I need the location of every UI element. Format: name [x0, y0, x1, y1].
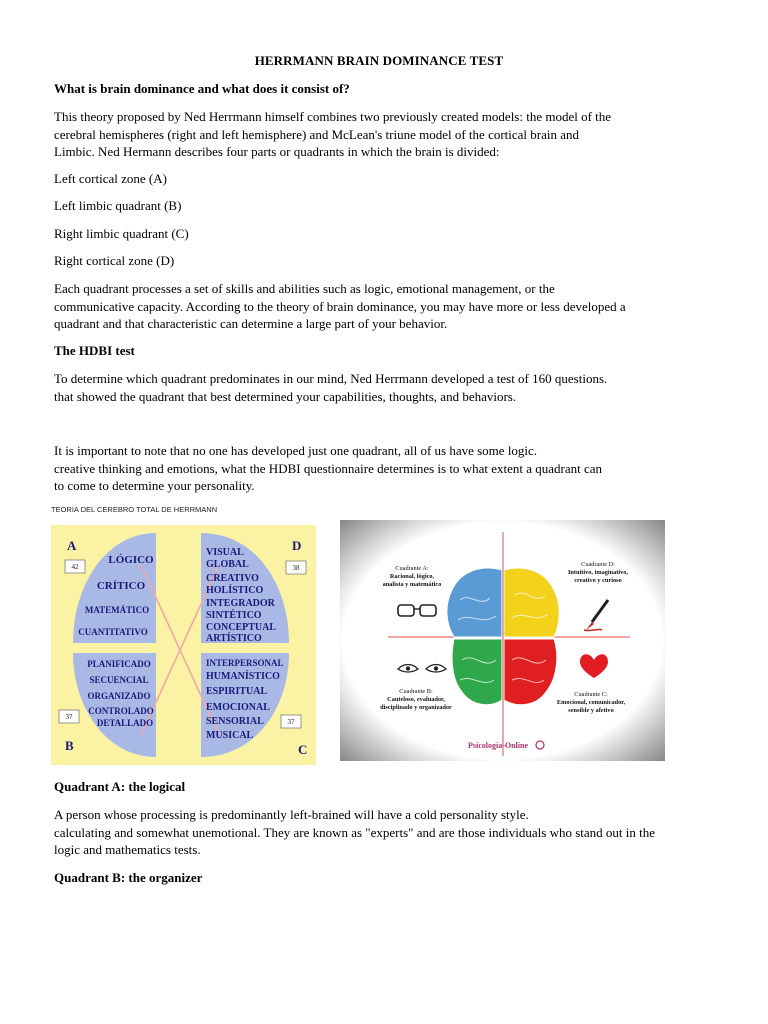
quadrant-note-paragraph	[54, 442, 694, 495]
word-a: CRÍTICO	[96, 580, 146, 592]
word-d: GLOBAL	[206, 559, 249, 570]
word-b: CONTROLADO	[88, 706, 154, 716]
text-line: calculating and somewhat unemotional. They are known as "experts" and are those individuals who stand out in the	[54, 824, 656, 840]
quadrant-b-label: Cuadrante B:	[399, 688, 433, 695]
quadrant-item-c: Right limbic quadrant (C)	[54, 226, 189, 241]
text-line: creative thinking and emotions, what the HDBI questionnaire determines is to what extent a quadrant can	[54, 460, 603, 476]
word-c: INTERPERSONAL	[206, 658, 284, 668]
score-b: 37	[65, 713, 73, 721]
letter-d: D	[292, 538, 302, 553]
quadrant-a-desc: Racional, lógico,	[389, 573, 435, 580]
text-line: logic and mathematics tests.	[54, 842, 201, 857]
word-c: MUSICAL	[206, 730, 254, 741]
word-d: SINTÉTICO	[206, 610, 262, 621]
letter-c: C	[298, 742, 308, 757]
word-d: CREATIVO	[206, 573, 259, 584]
quadrant-d-label: Cuadrante D:	[581, 561, 615, 568]
quadrant-c-desc: sensible y afetivo	[568, 707, 614, 714]
quadrant-d-desc: Intuitivo, imaginativo,	[567, 569, 629, 576]
text-line: It is important to note that no one has developed just one quadrant, all of us have some logic.	[54, 443, 538, 458]
word-b: PLANIFICADO	[87, 659, 151, 669]
word-a: LÓGICO	[108, 554, 154, 566]
word-d: VISUAL	[206, 547, 244, 558]
letter-a: A	[67, 538, 77, 553]
word-d: ARTÍSTICO	[206, 633, 262, 644]
word-b: DETALLADO	[96, 718, 154, 728]
quadrant-item-d: Right cortical zone (D)	[54, 253, 175, 268]
quadrant-a-heading: Quadrant A: the logical	[54, 779, 186, 794]
quadrant-d-desc: creativo y curioso	[574, 577, 622, 584]
word-d: HOLÍSTICO	[206, 585, 264, 596]
word-c: ESPIRITUAL	[206, 686, 268, 697]
score-c: 37	[287, 718, 295, 726]
word-b: SECUENCIAL	[89, 675, 149, 685]
text-line: cerebral hemispheres (right and left hemisphere) and McLean's triune model of the cortical brain and	[54, 126, 580, 142]
quadrant-a-desc: analista y matemático	[382, 581, 442, 588]
word-a: MATEMÁTICO	[84, 605, 150, 615]
quadrant-c-label: Cuadrante C:	[574, 691, 608, 698]
quadrant-b-heading: Quadrant B: the organizer	[54, 870, 203, 885]
figure-caption: TEORIA DEL CEREBRO TOTAL DE HERRMANN	[51, 505, 218, 514]
word-c: HUMANÍSTICO	[206, 671, 280, 682]
hdbi-paragraph	[54, 370, 694, 405]
text-line: Each quadrant processes a set of skills and abilities such as logic, emotional management, or the	[54, 281, 555, 296]
word-d: INTEGRADOR	[206, 598, 275, 609]
whole-brain-diagram	[51, 525, 316, 765]
text-line: Limbic. Ned Hermann describes four parts or quadrants in which the brain is divided:	[54, 144, 500, 159]
quadrant-b-desc: disciplinado y organizador	[380, 704, 452, 711]
word-c: EMOCIONAL	[206, 702, 270, 713]
word-b: ORGANIZADO	[87, 691, 151, 701]
text-line: communicative capacity. According to the theory of brain dominance, you may have more or less developed a	[54, 298, 626, 314]
document-title: HERRMANN BRAIN DOMINANCE TEST	[254, 53, 504, 68]
quadrant-b-desc: Cauteloso, evaluador,	[387, 696, 445, 703]
intro-paragraph	[54, 108, 694, 161]
text-line: This theory proposed by Ned Herrmann himself combines two previously created models: the model of the	[54, 109, 612, 124]
diagram-background	[51, 525, 316, 765]
text-line: A person whose processing is predominantly left-brained will have a cold personality style.	[54, 807, 529, 822]
score-d: 38	[292, 564, 300, 572]
site-logo: Psicología-Online	[468, 741, 528, 750]
letter-b: B	[65, 738, 74, 753]
text-line: To determine which quadrant predominates in our mind, Ned Herrmann developed a test of 160 questions.	[54, 371, 608, 386]
quadrant-item-b: Left limbic quadrant (B)	[54, 198, 182, 213]
brain-quadrants-illustration	[340, 520, 665, 761]
word-a: CUANTITATIVO	[78, 627, 148, 637]
word-d: CONCEPTUAL	[206, 622, 277, 633]
text-line: quadrant and that characteristic can determine a large part of your behavior.	[54, 316, 448, 331]
text-line: to come to determine your personality.	[54, 478, 255, 493]
score-a: 42	[71, 563, 79, 571]
quadrant-c-desc: Emocional, comunicador,	[556, 699, 626, 706]
quadrant-a-paragraph	[54, 806, 694, 859]
quadrant-a-label: Cuadrante A:	[395, 565, 429, 572]
hdbi-heading: The HDBI test	[54, 343, 135, 358]
quadrant-explanation-paragraph	[54, 280, 694, 333]
question-heading: What is brain dominance and what does it consist of?	[54, 81, 350, 96]
word-c: SENSORIAL	[206, 716, 264, 727]
text-line: that showed the quadrant that best determined your capabilities, thoughts, and behaviors.	[54, 388, 517, 404]
quadrant-item-a: Left cortical zone (A)	[54, 171, 167, 186]
